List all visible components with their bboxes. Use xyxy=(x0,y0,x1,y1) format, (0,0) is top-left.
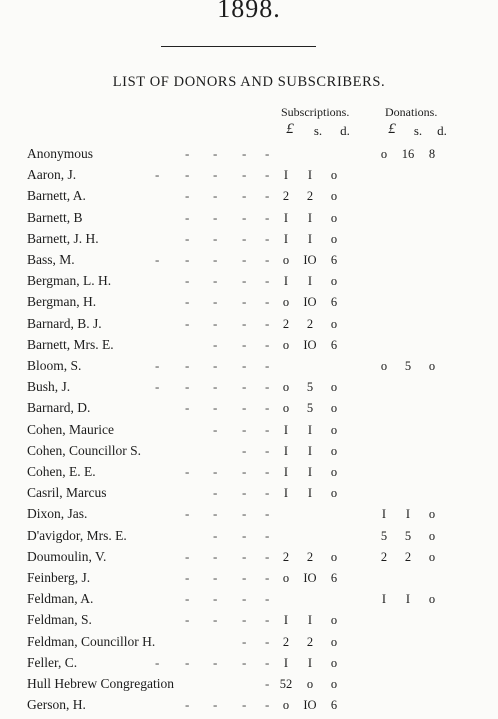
donor-name: Feller, C. xyxy=(27,654,78,670)
subscription-pence: o xyxy=(330,443,338,458)
list-heading: LIST OF DONORS AND SUBSCRIBERS. xyxy=(112,74,386,90)
leader-dash: - xyxy=(242,230,247,246)
donor-name: Feldman, A. xyxy=(27,591,94,607)
leader-dash: - xyxy=(213,400,218,416)
subscription-shillings: 5 xyxy=(306,380,314,395)
leader-dash: - xyxy=(242,506,247,522)
subscription-shillings: 2 xyxy=(306,634,314,649)
subscription-pence: 6 xyxy=(330,253,338,267)
leader-dash: - xyxy=(242,570,247,585)
leader-dash: - xyxy=(265,400,270,416)
subscription-pounds: I xyxy=(283,443,289,458)
leader-dash: - xyxy=(242,612,247,628)
leader-dash: - xyxy=(213,591,218,607)
donations-column-header: Donations. xyxy=(385,105,438,119)
leader-dash: - xyxy=(242,379,247,395)
subscription-shillings: I xyxy=(307,465,313,479)
leader-dash: - xyxy=(265,188,270,204)
leader-dash: - xyxy=(265,506,270,522)
subscription-pounds: o xyxy=(282,380,290,395)
leader-dash: - xyxy=(265,654,270,670)
leader-dash: - xyxy=(185,273,190,289)
leader-dash: - xyxy=(265,336,270,352)
leader-dash: - xyxy=(265,273,270,289)
donor-row xyxy=(0,676,498,697)
leader-dash: - xyxy=(185,464,190,479)
subscription-pounds: o xyxy=(282,295,290,310)
donor-row xyxy=(0,146,498,167)
donation-pence: 8 xyxy=(428,147,436,161)
leader-dash: - xyxy=(155,379,160,395)
leader-dash: - xyxy=(185,315,190,331)
subscription-pence: o xyxy=(330,465,338,479)
leader-dash: - xyxy=(213,421,218,437)
leader-dash: - xyxy=(242,358,247,373)
leader-dash: - xyxy=(265,230,270,246)
leader-dash: - xyxy=(242,464,247,479)
leader-dash: - xyxy=(265,485,270,501)
leader-dash: - xyxy=(185,230,190,246)
subscription-pounds: I xyxy=(283,655,289,670)
subscription-shillings: I xyxy=(307,231,313,246)
leader-dash: - xyxy=(242,654,247,670)
leader-dash: - xyxy=(265,697,270,713)
donor-name: Anonymous xyxy=(27,146,94,161)
donor-name: Hull Hebrew Congregation xyxy=(27,676,174,691)
leader-dash: - xyxy=(155,252,160,267)
donor-row xyxy=(0,506,498,527)
subscription-shillings: IO xyxy=(303,698,317,713)
leader-dash: - xyxy=(213,294,218,310)
leader-dash: - xyxy=(265,167,270,183)
subscription-shillings: IO xyxy=(303,571,317,585)
leader-dash: - xyxy=(185,188,190,204)
donor-row xyxy=(0,400,498,421)
leader-dash: - xyxy=(185,548,190,564)
subscription-pence: o xyxy=(330,168,338,183)
leader-dash: - xyxy=(242,591,247,607)
subscription-pounds: I xyxy=(283,274,289,289)
donor-name: Gerson, H. xyxy=(27,697,86,713)
subs-pence-unit: d. xyxy=(340,123,350,138)
donor-row xyxy=(0,612,498,633)
donor-name: D'avigdor, Mrs. E. xyxy=(27,527,127,543)
leader-dash: - xyxy=(242,315,247,331)
donor-row xyxy=(0,634,498,655)
page-year: 1898. xyxy=(217,0,281,23)
leader-dash: - xyxy=(213,230,218,246)
donor-name: Barnett, B xyxy=(27,209,83,225)
leader-dash: - xyxy=(185,167,190,183)
leader-dash: - xyxy=(185,570,190,585)
leader-dash: - xyxy=(185,612,190,628)
donor-row xyxy=(0,316,498,337)
subscription-shillings: 5 xyxy=(306,401,314,416)
subscription-pence: 6 xyxy=(330,571,338,585)
donor-row xyxy=(0,167,498,188)
leader-dash: - xyxy=(213,358,218,373)
leader-dash: - xyxy=(213,209,218,225)
donor-name: Bloom, S. xyxy=(27,358,82,373)
donation-pounds: 5 xyxy=(380,528,388,543)
donor-row xyxy=(0,485,498,506)
donor-name: Bush, J. xyxy=(27,379,71,395)
donation-pence: o xyxy=(428,359,436,373)
subscription-pence: o xyxy=(330,189,338,204)
donor-row xyxy=(0,337,498,358)
subscription-shillings: 2 xyxy=(306,549,314,564)
donor-name: Casril, Marcus xyxy=(27,485,107,501)
subscription-pence: o xyxy=(330,613,338,628)
leader-dash: - xyxy=(242,485,247,501)
donor-row xyxy=(0,464,498,485)
donor-row xyxy=(0,273,498,294)
subscription-shillings: I xyxy=(307,443,313,458)
leader-dash: - xyxy=(185,697,190,713)
subscription-pence: o xyxy=(330,634,338,649)
donation-shillings: I xyxy=(405,592,411,607)
subscription-pounds: o xyxy=(282,698,290,713)
leader-dash: - xyxy=(213,548,218,564)
leader-dash: - xyxy=(265,294,270,310)
don-shilling-unit: s. xyxy=(413,123,423,138)
leader-dash: - xyxy=(185,146,190,161)
leader-dash: - xyxy=(185,591,190,607)
donor-name: Aaron, J. xyxy=(27,167,77,183)
donor-name: Cohen, Maurice xyxy=(27,421,114,437)
donation-pounds: I xyxy=(381,507,387,522)
donor-name: Cohen, Councillor S. xyxy=(27,442,141,458)
leader-dash: - xyxy=(185,400,190,416)
leader-dash: - xyxy=(265,379,270,395)
subscription-pounds: o xyxy=(282,401,290,416)
leader-dash: - xyxy=(242,167,247,183)
leader-dash: - xyxy=(265,548,270,564)
subscription-pounds: I xyxy=(283,613,289,628)
donor-name: Feldman, S. xyxy=(27,612,92,628)
donor-name: Bergman, L. H. xyxy=(27,273,112,289)
donor-name: Cohen, E. E. xyxy=(27,464,96,479)
donor-name: Bergman, H. xyxy=(27,294,97,310)
leader-dash: - xyxy=(242,527,247,543)
subscription-pounds: I xyxy=(283,422,289,437)
don-pence-unit: d. xyxy=(437,123,447,138)
leader-dash: - xyxy=(242,548,247,564)
donation-shillings: 5 xyxy=(404,528,412,543)
leader-dash: - xyxy=(242,252,247,267)
leader-dash: - xyxy=(242,294,247,310)
subscription-shillings: I xyxy=(307,274,313,289)
donor-name: Barnard, D. xyxy=(27,400,91,416)
leader-dash: - xyxy=(242,188,247,204)
leader-dash: - xyxy=(213,188,218,204)
leader-dash: - xyxy=(265,591,270,607)
subs-shilling-unit: s. xyxy=(313,123,323,138)
donor-row xyxy=(0,210,498,231)
header-rule xyxy=(161,46,316,47)
leader-dash: - xyxy=(242,273,247,289)
donor-row xyxy=(0,358,498,379)
leader-dash: - xyxy=(265,633,270,649)
subscription-pounds: 2 xyxy=(282,316,290,331)
subscription-shillings: I xyxy=(307,210,313,225)
leader-dash: - xyxy=(242,697,247,713)
subscription-shillings: IO xyxy=(303,253,317,267)
donation-pounds: 2 xyxy=(380,549,388,564)
donor-name: Barnard, B. J. xyxy=(27,315,102,331)
donation-shillings: 5 xyxy=(404,359,412,373)
subscription-pounds: I xyxy=(283,168,289,183)
leader-dash: - xyxy=(265,442,270,458)
donor-row xyxy=(0,231,498,252)
leader-dash: - xyxy=(213,252,218,267)
donation-pence: o xyxy=(428,528,436,543)
subscription-pounds: o xyxy=(282,253,290,267)
subs-pound-unit: £ xyxy=(286,121,294,137)
subscription-shillings: IO xyxy=(303,295,317,310)
subscription-shillings: I xyxy=(307,168,313,183)
donor-name: Feinberg, J. xyxy=(27,570,91,585)
donor-name: Feldman, Councillor H. xyxy=(27,633,156,649)
subscription-pence: 6 xyxy=(330,295,338,310)
leader-dash: - xyxy=(265,358,270,373)
subscription-shillings: I xyxy=(307,613,313,628)
don-pound-unit: £ xyxy=(388,121,396,137)
subscription-pounds: I xyxy=(283,465,289,479)
leader-dash: - xyxy=(213,527,218,543)
subscription-pence: o xyxy=(330,401,338,416)
donation-pounds: o xyxy=(380,147,388,161)
leader-dash: - xyxy=(213,612,218,628)
leader-dash: - xyxy=(265,612,270,628)
donor-name: Bass, M. xyxy=(27,252,75,267)
donation-shillings: 16 xyxy=(401,147,415,161)
leader-dash: - xyxy=(265,421,270,437)
leader-dash: - xyxy=(242,336,247,352)
donor-row xyxy=(0,252,498,273)
leader-dash: - xyxy=(242,633,247,649)
subscription-shillings: 2 xyxy=(306,316,314,331)
subscriptions-column-header: Subscriptions. xyxy=(281,105,350,119)
donor-row xyxy=(0,379,498,400)
subscription-pence: o xyxy=(330,486,338,501)
leader-dash: - xyxy=(265,570,270,585)
donor-row xyxy=(0,528,498,549)
subscription-pence: o xyxy=(330,210,338,225)
leader-dash: - xyxy=(155,358,160,373)
leader-dash: - xyxy=(213,167,218,183)
leader-dash: - xyxy=(242,209,247,225)
donation-shillings: I xyxy=(405,507,411,522)
subscription-pounds: I xyxy=(283,210,289,225)
donor-name: Barnett, A. xyxy=(27,188,86,204)
subscription-pence: o xyxy=(330,677,338,691)
donor-name: Barnett, J. H. xyxy=(27,230,99,246)
leader-dash: - xyxy=(185,506,190,522)
leader-dash: - xyxy=(185,209,190,225)
leader-dash: - xyxy=(155,167,160,183)
subscription-pounds: 2 xyxy=(282,189,290,204)
donor-row xyxy=(0,570,498,591)
leader-dash: - xyxy=(213,654,218,670)
donor-row xyxy=(0,549,498,570)
subscription-shillings: I xyxy=(307,655,313,670)
subscription-pence: o xyxy=(330,231,338,246)
leader-dash: - xyxy=(213,146,218,161)
subscription-shillings: I xyxy=(307,422,313,437)
leader-dash: - xyxy=(213,315,218,331)
subscription-pounds: I xyxy=(283,486,289,501)
donor-row xyxy=(0,188,498,209)
subscription-pence: o xyxy=(330,380,338,395)
subscription-pounds: 52 xyxy=(279,677,293,691)
leader-dash: - xyxy=(185,252,190,267)
donation-shillings: 2 xyxy=(404,549,412,564)
subscription-shillings: o xyxy=(306,677,314,691)
leader-dash: - xyxy=(213,570,218,585)
donation-pence: o xyxy=(428,592,436,607)
donor-row xyxy=(0,443,498,464)
leader-dash: - xyxy=(213,336,218,352)
donor-row xyxy=(0,591,498,612)
donor-name: Barnett, Mrs. E. xyxy=(27,336,114,352)
leader-dash: - xyxy=(185,358,190,373)
subscription-shillings: 2 xyxy=(306,189,314,204)
leader-dash: - xyxy=(155,654,160,670)
leader-dash: - xyxy=(213,379,218,395)
leader-dash: - xyxy=(265,676,270,691)
subscription-pounds: o xyxy=(282,571,290,585)
leader-dash: - xyxy=(185,379,190,395)
subscription-pence: o xyxy=(330,655,338,670)
leader-dash: - xyxy=(213,273,218,289)
leader-dash: - xyxy=(265,527,270,543)
donation-pence: o xyxy=(428,549,436,564)
donor-row xyxy=(0,294,498,315)
leader-dash: - xyxy=(265,315,270,331)
subscription-pence: o xyxy=(330,316,338,331)
subscription-pence: o xyxy=(330,549,338,564)
leader-dash: - xyxy=(265,464,270,479)
donation-pounds: o xyxy=(380,359,388,373)
leader-dash: - xyxy=(213,697,218,713)
leader-dash: - xyxy=(265,209,270,225)
leader-dash: - xyxy=(213,506,218,522)
leader-dash: - xyxy=(185,654,190,670)
subscription-pence: o xyxy=(330,422,338,437)
leader-dash: - xyxy=(242,146,247,161)
leader-dash: - xyxy=(265,252,270,267)
donation-pounds: I xyxy=(381,592,387,607)
leader-dash: - xyxy=(213,485,218,501)
subscription-pence: 6 xyxy=(330,337,338,352)
subscription-shillings: IO xyxy=(303,337,317,352)
subscription-shillings: I xyxy=(307,486,313,501)
subscription-pounds: o xyxy=(282,337,290,352)
subscription-pence: 6 xyxy=(330,698,338,713)
leader-dash: - xyxy=(242,421,247,437)
subscription-pounds: 2 xyxy=(282,549,290,564)
donor-row xyxy=(0,422,498,443)
subscription-pence: o xyxy=(330,274,338,289)
leader-dash: - xyxy=(242,400,247,416)
leader-dash: - xyxy=(213,464,218,479)
donor-name: Doumoulin, V. xyxy=(27,548,107,564)
subscription-pounds: 2 xyxy=(282,634,290,649)
leader-dash: - xyxy=(265,146,270,161)
donor-name: Dixon, Jas. xyxy=(27,506,88,522)
leader-dash: - xyxy=(185,294,190,310)
donor-row xyxy=(0,655,498,676)
donor-row xyxy=(0,697,498,718)
donation-pence: o xyxy=(428,507,436,522)
subscription-pounds: I xyxy=(283,231,289,246)
leader-dash: - xyxy=(242,442,247,458)
